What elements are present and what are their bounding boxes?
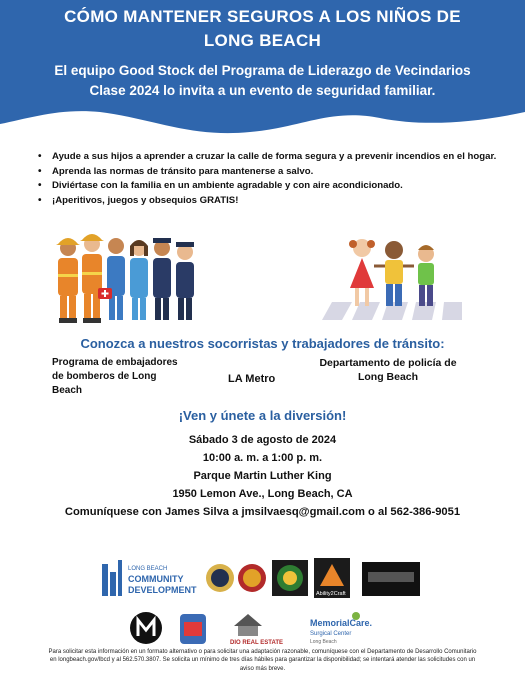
event-date: Sábado 3 de agosto de 2024 (188, 434, 337, 446)
meet-responders-heading: Conozca a nuestros socorristas y trabajadores de tránsito: (80, 336, 445, 351)
firefighter-figure (56, 238, 80, 323)
child-figure (349, 239, 375, 306)
first-responders-illustration (52, 230, 202, 325)
sponsor-logos-row2 (130, 610, 390, 646)
subtitle-line2: Clase 2024 lo invita a un evento de seguridad familiar. (89, 83, 436, 98)
event-highlights-list (38, 150, 498, 208)
memorialcare-logo (310, 612, 372, 645)
org-label: Long Beach (357, 371, 419, 383)
event-time: 10:00 a. m. a 1:00 p. m. (202, 452, 323, 464)
fire-department-seal-logo (238, 564, 266, 592)
org-label: Departamento de policía de (319, 357, 457, 369)
firefighter-figure (80, 234, 104, 323)
fire-ambassador-program (52, 356, 182, 398)
event-contact: Comuníquese con James Silva a jmsilvaesq@gmail.com o al 562-386-9051 (64, 506, 461, 518)
subtitle-line1: El equipo Good Stock del Programa de Liderazgo de Vecindarios (54, 63, 471, 78)
la-metro-label: LA Metro (228, 373, 276, 385)
svg-text:Ability2Craft: Ability2Craft (316, 591, 346, 597)
child-figure (374, 241, 414, 306)
svg-text:DIO REAL ESTATE: DIO REAL ESTATE (230, 640, 284, 646)
neighborhood-leadership-logo (272, 560, 308, 596)
paramedic-figure (130, 240, 148, 320)
svg-text:MemorialCare.: MemorialCare. (310, 618, 373, 628)
police-department (308, 356, 468, 384)
header-banner (0, 0, 525, 140)
event-address: 1950 Lemon Ave., Long Beach, CA (172, 488, 353, 500)
page-title-line1: CÓMO MANTENER SEGUROS A LOS NIÑOS DE (64, 7, 461, 26)
footer-line: aviso más breve. (239, 665, 286, 672)
crossing-guard-logo (180, 614, 206, 644)
sponsor-logos-row1 (100, 556, 425, 604)
dio-real-estate-logo (230, 614, 283, 646)
page-title-line2: LONG BEACH (203, 31, 322, 50)
svg-text:DEVELOPMENT: DEVELOPMENT (128, 585, 197, 595)
org-label: de bomberos de Long Beach (52, 371, 157, 396)
list-item: • Ayude a sus hijos a aprender a cruzar la calle de forma segura y a prevenir incendios en el hogar. (38, 150, 498, 164)
police-badge-logo (206, 564, 234, 592)
svg-text:COMMUNITY: COMMUNITY (128, 574, 184, 584)
footer-line: en longbeach.gov/lbcd y al 562.570.3807. Se solicita un mínimo de tres días hábiles para garantizar la disponibilidad; se intentará atender las solicitudes con un (49, 657, 476, 664)
org-label: Programa de embajadores (52, 357, 178, 368)
footer-line: Para solicitar esta información en un formato alternativo o para solicitar una adaptación razonable, comuníquese con el Departamento de Desarrollo Comunitario (48, 649, 477, 655)
join-heading: ¡Ven y únete a la diversión! (178, 408, 347, 423)
list-item: • Diviértase con la familia en un ambiente agradable y con aire acondicionado. (38, 179, 498, 193)
svg-text:Long Beach: Long Beach (310, 639, 337, 645)
lb-community-development-logo (102, 560, 197, 596)
kids-crosswalk-illustration (322, 232, 462, 322)
police-officer-figure (176, 242, 194, 320)
la-metro-logo (130, 612, 162, 644)
list-item: • Aprenda las normas de tránsito para mantenerse a salvo. (38, 165, 498, 179)
accessibility-footer (10, 648, 515, 673)
list-item: • ¡Aperitivos, juegos y obsequios GRATIS! (38, 194, 498, 208)
svg-text:Surgical Center: Surgical Center (310, 631, 352, 637)
community-group-logo (362, 562, 420, 596)
paramedic-figure (98, 238, 125, 320)
svg-text:LONG BEACH: LONG BEACH (128, 566, 168, 572)
police-officer-figure (153, 238, 171, 320)
event-place: Parque Martin Luther King (193, 470, 332, 482)
ability2craft-logo (314, 558, 350, 598)
child-figure (418, 245, 434, 306)
